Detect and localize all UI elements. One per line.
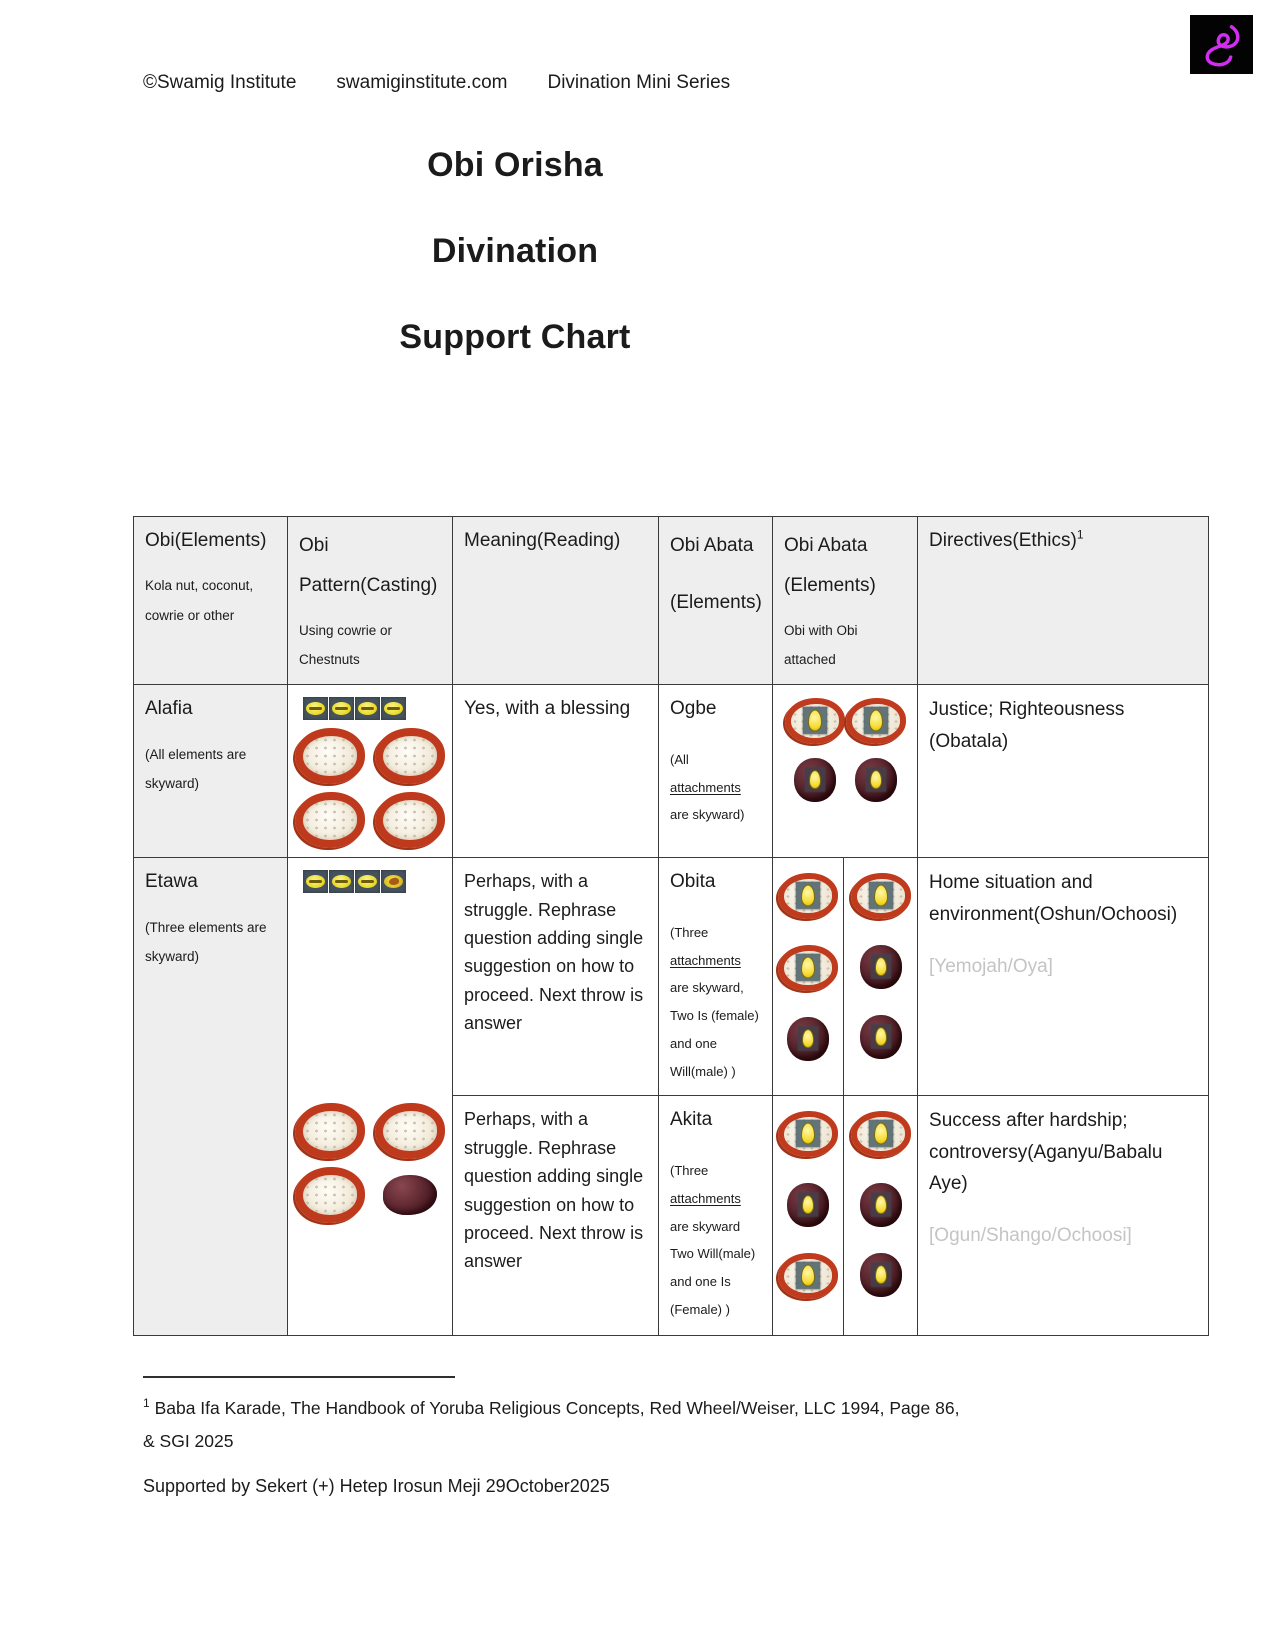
title-line-2: Divination [431,232,599,270]
kola-white-icon [375,1103,445,1159]
cell-directive-ogbe: Justice; Righteousness (Obatala) [918,685,1209,858]
obi-abata-dark-icon [787,1017,829,1061]
abata-group [784,698,906,802]
obi-abata-dark-icon [860,1015,902,1059]
footnote-separator [143,1376,455,1378]
cell-pattern-etawa [288,858,453,1336]
table-row-obita [134,858,1209,1096]
kola-white-icon [295,728,365,784]
cowrie-strip [303,697,441,720]
cell-abata-akita: Akita (Three attachments are skyward Two Will(male) and one Is (Female) ) [659,1096,773,1336]
obi-abata-white-icon [778,1111,838,1157]
abata-column [784,1105,832,1299]
divination-support-table [133,516,1209,1336]
footnote-ref-marker: 1 [1076,527,1084,542]
directive-secondary: [Ogun/Shango/Ochoosi] [929,1225,1132,1247]
cell-directive-akita: Success after hardship; controversy(Aganyu/Babalu Aye) [Ogun/Shango/Ochoosi] [918,1096,1209,1336]
website-text: swamiginstitute.com [336,72,508,93]
header-obi-abata-attached: Obi Abata (Elements) Obi with Obi attached [773,517,918,685]
cell-element-alafia: Alafia (All elements are skyward) [134,685,288,858]
cell-abata-images-ogbe [773,685,918,858]
obi-abata-dark-icon [794,758,836,802]
cell-abata-images-obita-right [844,858,918,1096]
series-text: Divination Mini Series [547,72,731,93]
obi-abata-white-icon [851,1111,911,1157]
swamig-logo [1190,15,1253,74]
cell-abata-images-akita-right [844,1096,918,1336]
header-directives: Directives(Ethics)$^1$ [918,517,1209,685]
kola-white-icon [295,792,365,848]
cell-element-etawa: Etawa (Three elements are skyward) [134,858,288,1336]
cell-meaning-akita: Perhaps, with a struggle. Rephrase question adding single suggestion on how to proceed. Next throw is answer [453,1096,659,1336]
title-line-1: Obi Orisha [427,146,603,184]
table-header-row [134,517,1209,685]
kola-white-icon [295,1167,365,1223]
directive-secondary: [Yemojah/Oya] [929,955,1053,977]
abata-column [784,867,832,1061]
header-obi-elements: Obi(Elements) Kola nut, coconut, cowrie or other [134,517,288,685]
footnote-citation: $^1$ Baba Ifa Karade, The Handbook of Yoruba Religious Concepts, Red Wheel/Weiser, LLC 1994, Page 86, & SGI 2025 [143,1396,960,1452]
cowrie-faceup-icon [329,870,354,893]
footnote-number: 1 [143,1396,150,1411]
header-obi-pattern: Obi Pattern(Casting) Using cowrie or Chestnuts [288,517,453,685]
cell-directive-obita: Home situation and environment(Oshun/Ochoosi) [Yemojah/Oya] [918,858,1209,1096]
obi-abata-white-icon [778,945,838,991]
document-header [143,72,730,94]
obi-abata-dark-icon [860,1253,902,1297]
cell-pattern-alafia [288,685,453,858]
cowrie-faceup-icon [381,697,406,720]
s-squiggle-icon [1196,20,1248,70]
cell-meaning-alafia: Yes, with a blessing [453,685,659,858]
header-meaning: Meaning(Reading) [453,517,659,685]
abata-column [855,867,906,1059]
cowrie-faceup-icon [355,697,380,720]
kola-white-icon [375,728,445,784]
kola-group [299,728,441,848]
cowrie-faceup-icon [303,697,328,720]
kola-white-icon [375,792,445,848]
title-line-3: Support Chart [399,318,631,356]
cell-abata-images-obita-left [773,858,844,1096]
cell-meaning-obita: Perhaps, with a struggle. Rephrase question adding single suggestion on how to proceed. Next throw is answer [453,858,659,1096]
obi-abata-white-icon [785,698,845,744]
supported-by-line: Supported by Sekert (+) Hetep Irosun Meji 29October2025 [143,1476,610,1496]
cowrie-faceup-icon [355,870,380,893]
cowrie-strip [303,870,441,893]
obi-abata-dark-icon [787,1183,829,1227]
obi-abata-white-icon [778,873,838,919]
obi-abata-dark-icon [855,758,897,802]
table-row-alafia [134,685,1209,858]
obi-abata-dark-icon [860,1183,902,1227]
document-title-block [143,146,887,404]
obi-abata-white-icon [778,1253,838,1299]
header-obi-abata: Obi Abata (Elements) [659,517,773,685]
cell-abata-images-akita-left [773,1096,844,1336]
cowrie-faceup-icon [329,697,354,720]
kola-group [299,1103,441,1223]
copyright-text: ©Swamig Institute [143,72,297,93]
obi-abata-white-icon [851,873,911,919]
cell-abata-obita: Obita (Three attachments are skyward, Two Is (female) and one Will(male) ) [659,858,773,1096]
kola-white-icon [295,1103,365,1159]
cowrie-faceup-icon [303,870,328,893]
abata-column [855,1105,906,1297]
cell-abata-ogbe: Ogbe (All attachments are skyward) [659,685,773,858]
cowrie-facedown-icon [381,870,406,893]
obi-abata-white-icon [846,698,906,744]
kola-dark-icon [383,1175,437,1215]
obi-abata-dark-icon [860,945,902,989]
